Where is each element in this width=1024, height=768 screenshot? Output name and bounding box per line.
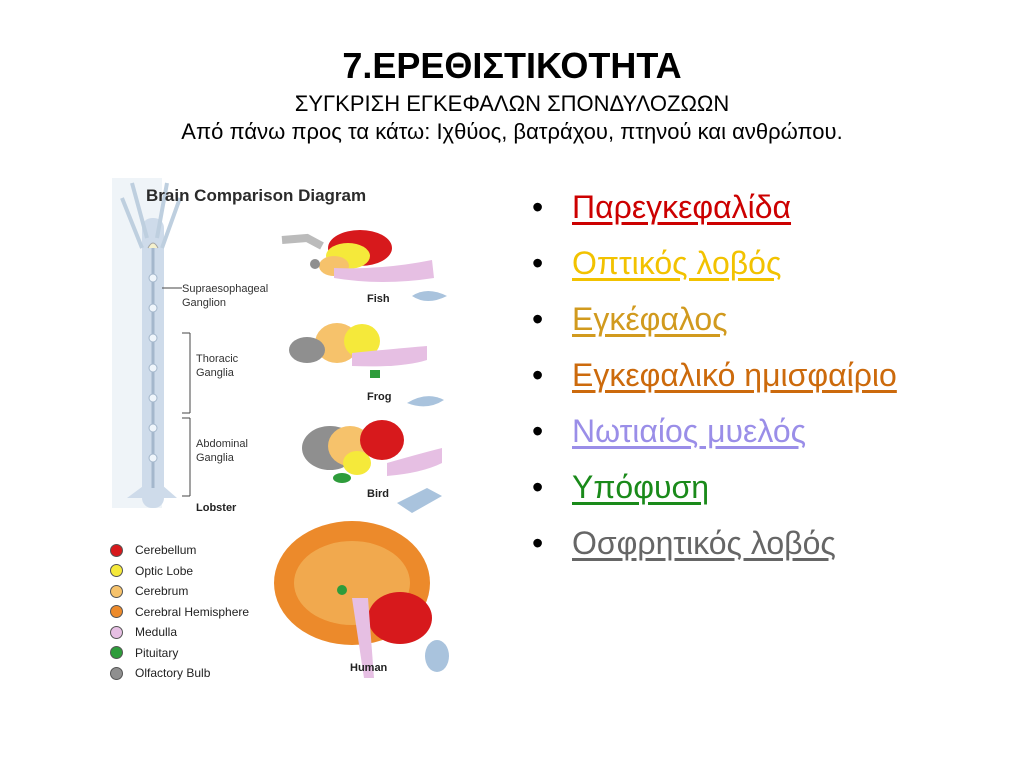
legend-swatch xyxy=(110,646,123,659)
legend-item xyxy=(110,622,249,643)
label-bird: Bird xyxy=(367,488,389,500)
bullet-icon: • xyxy=(532,357,544,393)
bullet-icon: • xyxy=(532,469,544,505)
slide-title-block xyxy=(0,42,1024,146)
label-thoracic: Thoracic Ganglia xyxy=(196,353,239,379)
list-item xyxy=(528,356,988,394)
list-item xyxy=(528,468,988,506)
legend-label: Cerebral Hemisphere xyxy=(135,604,250,619)
legend-item xyxy=(110,663,249,684)
bullet-icon: • xyxy=(532,413,544,449)
slide-subtitle: ΣΥΓΚΡΙΣΗ ΕΓΚΕΦΑΛΩΝ ΣΠΟΝΔΥΛΟΖΩΩΝ xyxy=(294,91,730,116)
bullet-icon: • xyxy=(532,189,544,225)
label-frog: Frog xyxy=(367,391,392,403)
slide-description: Από πάνω προς τα κάτω: Ιχθύος, βατράχου, πτηνού και ανθρώπου. xyxy=(181,119,843,144)
brain-part-label: Εγκέφαλος xyxy=(572,301,728,337)
brain-part-label: Νωτιαίος μυελός xyxy=(572,413,807,449)
legend-swatch xyxy=(110,544,123,557)
legend-item xyxy=(110,540,249,561)
legend-swatch xyxy=(110,605,123,618)
label-fish: Fish xyxy=(367,293,390,305)
human-brain-illustration xyxy=(274,521,449,678)
legend-label: Cerebellum xyxy=(135,543,197,558)
label-supraesophageal: Supraesophageal Ganglion xyxy=(182,283,269,309)
brain-part-label: Υπόφυση xyxy=(572,469,710,505)
legend-label: Pituitary xyxy=(135,645,179,660)
figure-title: Brain Comparison Diagram xyxy=(146,186,367,205)
bullet-icon: • xyxy=(532,245,544,281)
slide-title: 7.ΕΡΕΘΙΣΤΙΚΟΤΗΤΑ xyxy=(342,45,682,86)
bullet-icon: • xyxy=(532,301,544,337)
list-item xyxy=(528,524,988,562)
brain-part-label: Οπτικός λοβός xyxy=(572,245,782,281)
list-item xyxy=(528,300,988,338)
legend-label: Olfactory Bulb xyxy=(135,666,211,681)
figure-legend xyxy=(110,540,249,684)
legend-item xyxy=(110,561,249,582)
legend-item xyxy=(110,643,249,664)
legend-item xyxy=(110,602,249,623)
list-item xyxy=(528,244,988,282)
lobster-illustration xyxy=(112,178,190,508)
label-lobster: Lobster xyxy=(196,502,237,514)
legend-swatch xyxy=(110,564,123,577)
list-item xyxy=(528,412,988,450)
brain-part-label: Οσφρητικός λοβός xyxy=(572,525,836,561)
label-human: Human xyxy=(350,662,388,674)
brain-part-label: Εγκεφαλικό ημισφαίριο xyxy=(572,357,897,393)
legend-swatch xyxy=(110,585,123,598)
brain-parts-list xyxy=(528,188,988,580)
brain-comparison-figure xyxy=(102,178,450,686)
fish-brain-illustration xyxy=(282,230,447,301)
legend-label: Cerebrum xyxy=(135,584,189,599)
list-item xyxy=(528,188,988,226)
brain-part-label: Παρεγκεφαλίδα xyxy=(572,189,792,225)
legend-item xyxy=(110,581,249,602)
legend-swatch xyxy=(110,626,123,639)
label-abdominal: Abdominal Ganglia xyxy=(196,438,248,464)
legend-label: Medulla xyxy=(135,625,178,640)
legend-label: Optic Lobe xyxy=(135,563,194,578)
legend-swatch xyxy=(110,667,123,680)
bullet-icon: • xyxy=(532,525,544,561)
